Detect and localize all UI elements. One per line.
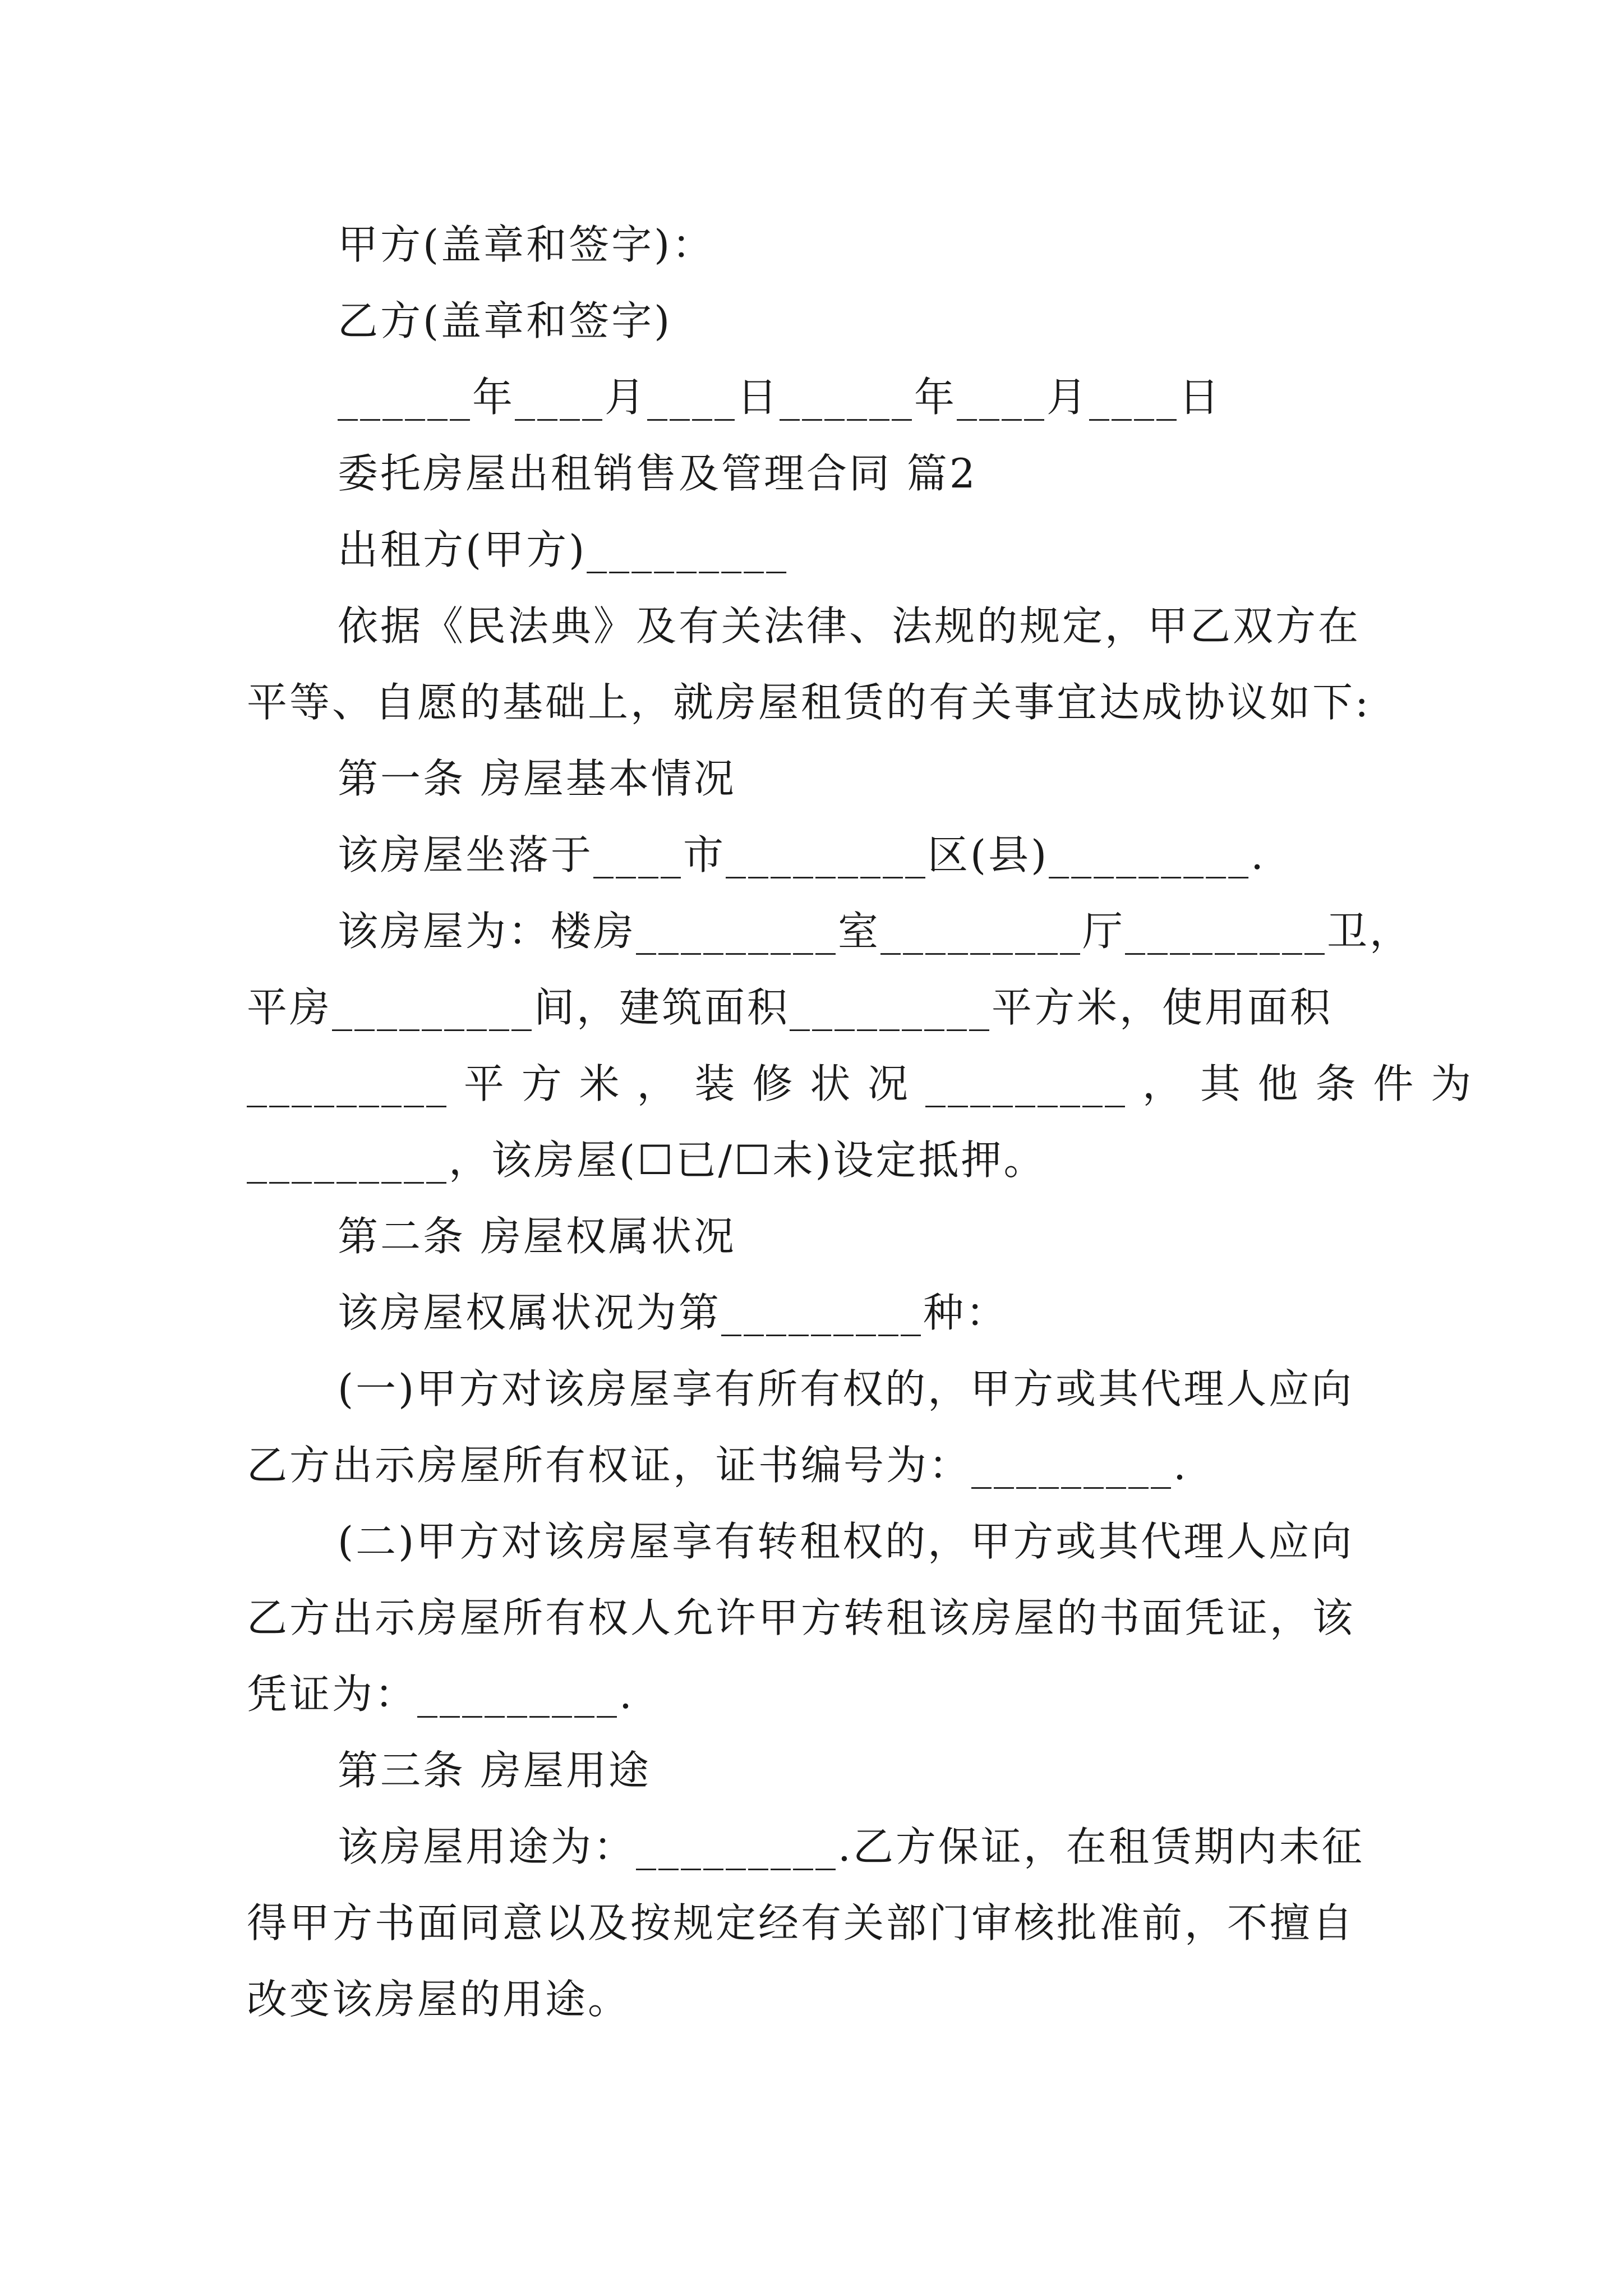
paragraph-line: 平等、自愿的基础上，就房屋租赁的有关事宜达成协议如下:: [247, 679, 1371, 726]
paragraph-line: 乙方出示房屋所有权人允许甲方转租该房屋的书面凭证，该: [247, 1594, 1355, 1641]
paragraph-line: _________ 平 方 米 ， 装 修 状 况 _________ ， 其 他 条 件 为: [247, 1060, 1474, 1107]
article-heading: 第一条 房屋基本情况: [338, 755, 736, 802]
article-heading: 第三条 房屋用途: [338, 1747, 651, 1794]
signature-date-line: ______年____月____日______年____月____日: [338, 374, 1222, 421]
paragraph-line: (一)甲方对该房屋享有所有权的，甲方或其代理人应向: [338, 1365, 1354, 1412]
paragraph-line: 该房屋为：楼房_________室_________厅_________卫，: [338, 908, 1413, 955]
paragraph-line: 平房_________间，建筑面积_________平方米，使用面积: [247, 984, 1333, 1031]
paragraph-line: 依据《民法典》及有关法律、法规的规定，甲乙双方在: [338, 602, 1361, 650]
party-a-signature-line: 甲方(盖章和签字)：: [338, 221, 715, 268]
paragraph-line: 该房屋坐落于____市_________区(县)_________.: [338, 831, 1266, 878]
section-title: 委托房屋出租销售及管理合同 篇2: [338, 450, 978, 497]
lessor-line: 出租方(甲方)_________: [338, 526, 789, 573]
paragraph-line: 凭证为：_________.: [247, 1671, 634, 1718]
paragraph-line: 得甲方书面同意以及按规定经有关部门审核批准前，不擅自: [247, 1899, 1355, 1947]
article-heading: 第二条 房屋权属状况: [338, 1213, 736, 1260]
paragraph-line: (二)甲方对该房屋享有转租权的，甲方或其代理人应向: [338, 1518, 1354, 1565]
paragraph-line: 改变该房屋的用途。: [247, 1976, 631, 2023]
paragraph-line: 该房屋用途为：_________.乙方保证，在租赁期内未征: [338, 1823, 1364, 1870]
paragraph-line: 该房屋权属状况为第_________种：: [338, 1289, 1009, 1336]
paragraph-line: _________，该房屋(☐已/☐未)设定抵押。: [247, 1137, 1046, 1184]
party-b-signature-line: 乙方(盖章和签字): [338, 297, 672, 344]
paragraph-line: 乙方出示房屋所有权证，证书编号为：_________.: [247, 1442, 1188, 1489]
